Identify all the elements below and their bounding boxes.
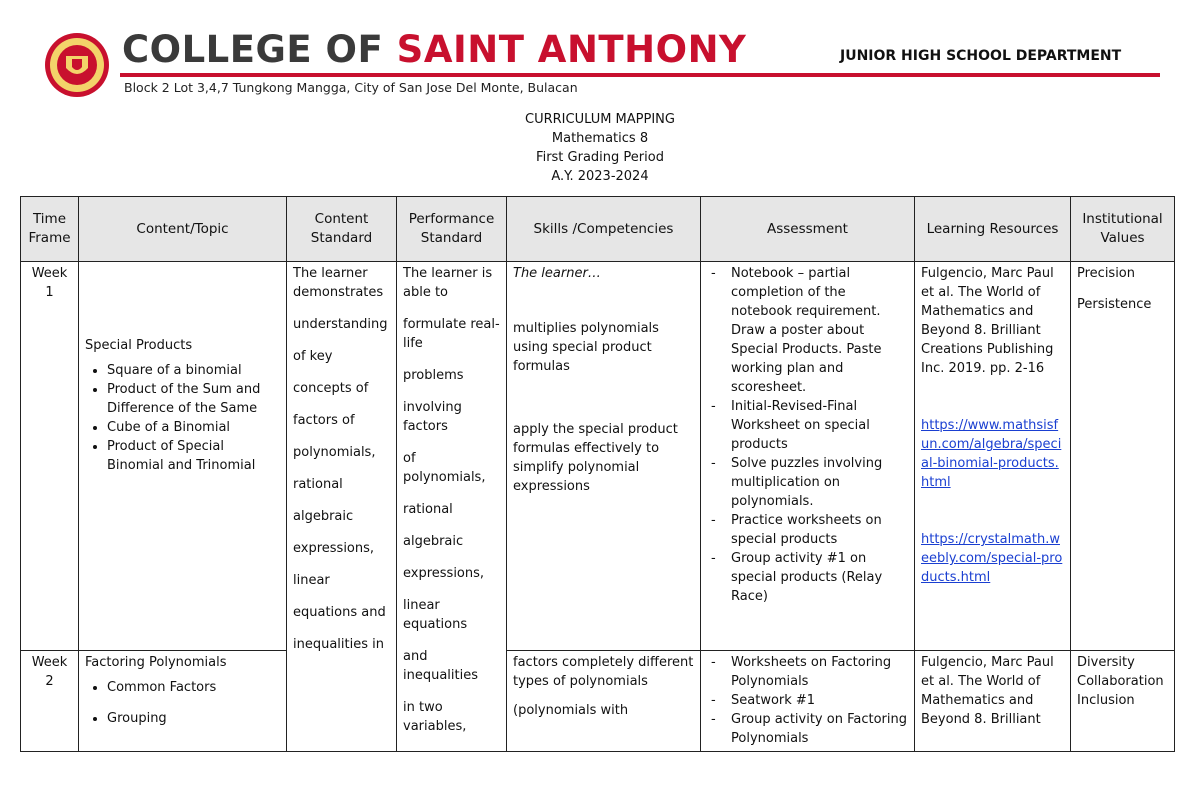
content-standard-cell bbox=[287, 262, 397, 752]
performance-standard-line: The learner is able to bbox=[403, 266, 493, 300]
content-standard-line: concepts of bbox=[293, 381, 369, 396]
header-skills: Skills /Competencies bbox=[507, 197, 701, 262]
skill-item: multiplies polynomials using special product formulas bbox=[513, 321, 659, 374]
header-content-topic: Content/Topic bbox=[79, 197, 287, 262]
content-standard-line: equations and bbox=[293, 605, 386, 620]
list-item: - Worksheets on Factoring Polynomials bbox=[707, 653, 908, 691]
title-line-3: First Grading Period bbox=[536, 150, 664, 165]
list-item: • Grouping bbox=[107, 709, 280, 728]
topic-title: Special Products bbox=[85, 338, 193, 353]
list-item: • Square of a binomial bbox=[107, 361, 280, 380]
table-header-row bbox=[21, 197, 1175, 262]
header-divider bbox=[120, 73, 1160, 77]
content-standard-line: polynomials, bbox=[293, 445, 376, 460]
list-item: • Common Factors bbox=[107, 678, 280, 697]
value-item: Precision bbox=[1077, 266, 1136, 281]
topic-title: Factoring Polynomials bbox=[85, 654, 227, 670]
header-institutional-values: Institutional Values bbox=[1071, 197, 1175, 262]
performance-standard-line: formulate real-life bbox=[403, 317, 500, 351]
value-item: Persistence bbox=[1077, 297, 1152, 312]
performance-standard-line: expressions, bbox=[403, 566, 485, 581]
performance-standard-cell bbox=[397, 262, 507, 752]
skill-item: factors completely different types of polynomials bbox=[513, 654, 694, 689]
header-content-standard: Content Standard bbox=[287, 197, 397, 262]
content-standard-line: expressions, bbox=[293, 541, 375, 556]
list-item: • Cube of a Binomial bbox=[107, 418, 280, 437]
list-item: - Seatwork #1 bbox=[707, 691, 908, 710]
topic-cell bbox=[79, 650, 287, 751]
resource-link[interactable]: https://www.mathsisfun.com/algebra/special-binomial-products.html bbox=[921, 418, 1062, 490]
performance-standard-line: of polynomials, bbox=[403, 451, 486, 485]
list-item: • Product of the Sum and Difference of the Same bbox=[107, 380, 280, 418]
content-standard-line: The learner demonstrates bbox=[293, 266, 384, 300]
performance-standard-line: algebraic bbox=[403, 534, 464, 549]
resources-cell: Fulgencio, Marc Paul et al. The World of Mathematics and Beyond 8. Brilliant bbox=[915, 650, 1071, 751]
week-cell: Week 2 bbox=[21, 650, 79, 751]
title-line-4: A.Y. 2023-2024 bbox=[551, 169, 649, 184]
values-cell bbox=[1071, 262, 1175, 651]
content-standard-line: factors of bbox=[293, 413, 355, 428]
title-line-2: Mathematics 8 bbox=[551, 131, 649, 146]
list-item: - Solve puzzles involving multiplication on polynomials. bbox=[707, 454, 908, 511]
list-item: - Initial-Revised-Final Worksheet on special products bbox=[707, 397, 908, 454]
performance-standard-line: rational bbox=[403, 502, 453, 517]
assessment-list bbox=[707, 264, 908, 606]
skills-cell bbox=[507, 650, 701, 751]
header-learning-resources: Learning Resources bbox=[915, 197, 1071, 262]
list-item: - Group activity on Factoring Polynomials bbox=[707, 710, 908, 748]
document-title-block bbox=[0, 110, 1200, 186]
topic-list bbox=[85, 678, 280, 728]
assessment-cell bbox=[701, 650, 915, 751]
header-performance-standard: Performance Standard bbox=[397, 197, 507, 262]
content-standard-line: rational bbox=[293, 477, 343, 492]
skills-cell bbox=[507, 262, 701, 651]
college-seal-logo bbox=[44, 32, 110, 98]
title-line-1: CURRICULUM MAPPING bbox=[525, 112, 675, 127]
college-address: Block 2 Lot 3,4,7 Tungkong Mangga, City of San Jose Del Monte, Bulacan bbox=[124, 80, 578, 95]
list-item: - Notebook – partial completion of the notebook requirement. Draw a poster about Special Products. Paste working plan and scoresheet. bbox=[707, 264, 908, 397]
department-label: JUNIOR HIGH SCHOOL DEPARTMENT bbox=[840, 48, 1122, 64]
header-time-frame: Time Frame bbox=[21, 197, 79, 262]
header-assessment: Assessment bbox=[701, 197, 915, 262]
college-name bbox=[122, 28, 746, 72]
skill-item: (polynomials with bbox=[513, 702, 629, 718]
performance-standard-line: and inequalities bbox=[403, 649, 479, 683]
topic-cell bbox=[79, 262, 287, 651]
list-item: - Practice worksheets on special products bbox=[707, 511, 908, 549]
assessment-cell bbox=[701, 262, 915, 651]
resource-citation: Fulgencio, Marc Paul et al. The World of Mathematics and Beyond 8. Brilliant Creations Publishing Inc. 2019. pp. 2-16 bbox=[921, 266, 1054, 376]
content-standard-line: of key bbox=[293, 349, 333, 364]
performance-standard-line: in two variables, bbox=[403, 700, 467, 734]
assessment-list bbox=[707, 653, 908, 748]
performance-standard-line: linear equations bbox=[403, 598, 468, 632]
values-cell: Diversity Collaboration Inclusion bbox=[1071, 650, 1175, 751]
table-row bbox=[21, 650, 1175, 751]
topic-list bbox=[85, 361, 280, 475]
list-item: - Group activity #1 on special products (Relay Race) bbox=[707, 549, 908, 606]
week-cell: Week 1 bbox=[21, 262, 79, 651]
list-item: • Product of Special Binomial and Trinomial bbox=[107, 437, 280, 475]
college-name-part1: COLLEGE OF bbox=[122, 28, 397, 71]
performance-standard-line: problems bbox=[403, 368, 464, 383]
content-standard-line: algebraic bbox=[293, 509, 354, 524]
college-name-part2: SAINT ANTHONY bbox=[396, 28, 747, 71]
curriculum-map-table bbox=[20, 196, 1175, 752]
resource-link[interactable]: https://crystalmath.weebly.com/special-products.html bbox=[921, 532, 1063, 585]
content-standard-line: linear bbox=[293, 573, 330, 588]
resources-cell bbox=[915, 262, 1071, 651]
skills-intro: The learner… bbox=[513, 266, 601, 281]
content-standard-line: understanding bbox=[293, 317, 388, 332]
performance-standard-line: involving factors bbox=[403, 400, 462, 434]
content-standard-line: inequalities in bbox=[293, 637, 384, 652]
table-row bbox=[21, 262, 1175, 651]
skill-item: apply the special product formulas effectively to simplify polynomial expressions bbox=[513, 422, 678, 494]
